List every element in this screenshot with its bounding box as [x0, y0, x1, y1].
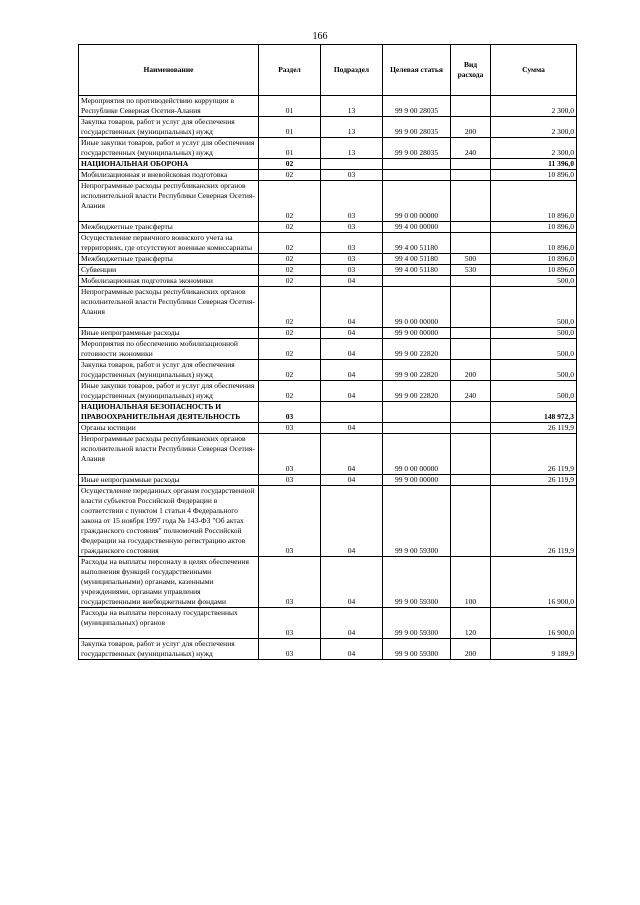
- page-number: 166: [312, 31, 328, 42]
- cell-target: [383, 159, 451, 170]
- cell-razdel: 03: [259, 434, 321, 475]
- cell-sum: 500,0: [491, 276, 577, 287]
- cell-target: 99 9 00 28035: [383, 96, 451, 117]
- cell-razdel: 02: [259, 265, 321, 276]
- cell-name: Закупка товаров, работ и услуг для обеспечения государственных (муниципальных) нужд: [79, 117, 259, 138]
- cell-expense: [451, 222, 491, 233]
- cell-expense: [451, 233, 491, 254]
- cell-podrazdel: 04: [321, 381, 383, 402]
- cell-name: Осуществление переданных органам государственной власти субъектов Российской Федерации в соответствии с пунктом 1 статьи 4 Федерального закона от 15 ноября 1997 года № 143-ФЗ "Об актах гражданского состояния" полномочий Российской Федерации на государственную регистрацию актов гражданского состояния: [79, 486, 259, 557]
- cell-target: [383, 276, 451, 287]
- cell-name: Непрограммные расходы республиканских органов исполнительной власти Республики Северная Осетия-Алания: [79, 181, 259, 222]
- cell-name: Мероприятия по противодействию коррупции в Республике Северная Осетия-Алания: [79, 96, 259, 117]
- cell-podrazdel: 03: [321, 181, 383, 222]
- table-row: [79, 233, 577, 254]
- cell-target: 99 9 00 22820: [383, 381, 451, 402]
- header-razdel: Раздел: [259, 45, 321, 96]
- table-row: [79, 381, 577, 402]
- cell-podrazdel: 03: [321, 254, 383, 265]
- cell-expense: 200: [451, 360, 491, 381]
- cell-razdel: 02: [259, 339, 321, 360]
- cell-podrazdel: 04: [321, 608, 383, 639]
- cell-name: Закупка товаров, работ и услуг для обеспечения государственных (муниципальных) нужд: [79, 639, 259, 660]
- cell-expense: [451, 402, 491, 423]
- table-row: [79, 159, 577, 170]
- cell-target: 99 4 00 51180: [383, 233, 451, 254]
- table-row: [79, 328, 577, 339]
- cell-razdel: 02: [259, 222, 321, 233]
- cell-expense: [451, 181, 491, 222]
- table-row: [79, 557, 577, 608]
- cell-expense: [451, 96, 491, 117]
- cell-target: [383, 423, 451, 434]
- cell-expense: [451, 423, 491, 434]
- table-row: [79, 287, 577, 328]
- cell-podrazdel: 03: [321, 222, 383, 233]
- cell-podrazdel: [321, 159, 383, 170]
- cell-podrazdel: 03: [321, 233, 383, 254]
- table-row: [79, 423, 577, 434]
- cell-sum: 500,0: [491, 360, 577, 381]
- cell-razdel: 02: [259, 381, 321, 402]
- cell-target: 99 4 00 51180: [383, 265, 451, 276]
- cell-target: 99 4 00 51180: [383, 254, 451, 265]
- cell-sum: 10 896,0: [491, 233, 577, 254]
- cell-sum: 500,0: [491, 381, 577, 402]
- cell-name: Непрограммные расходы республиканских органов исполнительной власти Республики Северная Осетия-Алания: [79, 434, 259, 475]
- cell-razdel: 02: [259, 360, 321, 381]
- cell-expense: [451, 434, 491, 475]
- cell-razdel: 02: [259, 328, 321, 339]
- cell-name: Осуществление первичного воинского учета на территориях, где отсутствуют военные комиссариаты: [79, 233, 259, 254]
- cell-podrazdel: 04: [321, 276, 383, 287]
- cell-name: НАЦИОНАЛЬНАЯ ОБОРОНА: [79, 159, 259, 170]
- cell-expense: 100: [451, 557, 491, 608]
- cell-razdel: 03: [259, 608, 321, 639]
- cell-sum: 2 300,0: [491, 138, 577, 159]
- cell-podrazdel: 03: [321, 170, 383, 181]
- cell-razdel: 01: [259, 138, 321, 159]
- table-row: [79, 138, 577, 159]
- cell-sum: 10 896,0: [491, 265, 577, 276]
- table-row: [79, 360, 577, 381]
- cell-expense: [451, 287, 491, 328]
- table-row: [79, 639, 577, 660]
- table-row: [79, 434, 577, 475]
- cell-razdel: 03: [259, 486, 321, 557]
- cell-sum: 26 119,9: [491, 434, 577, 475]
- cell-name: Иные закупки товаров, работ и услуг для обеспечения государственных (муниципальных) нужд: [79, 381, 259, 402]
- table-row: [79, 339, 577, 360]
- cell-razdel: 03: [259, 423, 321, 434]
- cell-razdel: 03: [259, 475, 321, 486]
- cell-target: 99 9 00 59300: [383, 639, 451, 660]
- cell-target: 99 9 00 22820: [383, 339, 451, 360]
- cell-podrazdel: 04: [321, 639, 383, 660]
- cell-sum: 148 972,3: [491, 402, 577, 423]
- cell-razdel: 02: [259, 159, 321, 170]
- table-row: [79, 402, 577, 423]
- cell-podrazdel: 03: [321, 265, 383, 276]
- cell-expense: [451, 276, 491, 287]
- cell-podrazdel: 13: [321, 117, 383, 138]
- cell-podrazdel: 04: [321, 360, 383, 381]
- cell-name: Органы юстиции: [79, 423, 259, 434]
- header-name: Наименование: [79, 45, 259, 96]
- cell-target: 99 9 00 59300: [383, 486, 451, 557]
- header-sum: Сумма: [491, 45, 577, 96]
- cell-sum: 2 300,0: [491, 117, 577, 138]
- cell-name: Расходы на выплаты персоналу в целях обеспечения выполнения функций государственными (муниципальными) органами, казенными учреждениями, органами управления государственными внебюджетными фондами: [79, 557, 259, 608]
- table-row: [79, 254, 577, 265]
- cell-razdel: 02: [259, 254, 321, 265]
- cell-expense: [451, 486, 491, 557]
- header-expense: Вид расхода: [451, 45, 491, 96]
- header-podrazdel: Подраздел: [321, 45, 383, 96]
- cell-razdel: 03: [259, 639, 321, 660]
- cell-name: Субвенции: [79, 265, 259, 276]
- cell-sum: 26 119,9: [491, 486, 577, 557]
- cell-sum: 10 896,0: [491, 254, 577, 265]
- cell-razdel: 02: [259, 287, 321, 328]
- table-row: [79, 96, 577, 117]
- cell-razdel: 02: [259, 233, 321, 254]
- cell-podrazdel: 04: [321, 328, 383, 339]
- cell-sum: 10 896,0: [491, 181, 577, 222]
- header-target: Целевая статья: [383, 45, 451, 96]
- cell-sum: 26 119,9: [491, 475, 577, 486]
- cell-name: Непрограммные расходы республиканских органов исполнительной власти Республики Северная Осетия-Алания: [79, 287, 259, 328]
- cell-razdel: 01: [259, 117, 321, 138]
- cell-sum: 16 900,0: [491, 608, 577, 639]
- cell-podrazdel: 13: [321, 138, 383, 159]
- cell-podrazdel: 04: [321, 557, 383, 608]
- cell-razdel: 02: [259, 181, 321, 222]
- cell-target: 99 0 00 00000: [383, 287, 451, 328]
- cell-expense: 240: [451, 138, 491, 159]
- cell-expense: 530: [451, 265, 491, 276]
- cell-sum: 500,0: [491, 339, 577, 360]
- cell-expense: 500: [451, 254, 491, 265]
- cell-target: 99 9 00 28035: [383, 138, 451, 159]
- cell-razdel: 02: [259, 276, 321, 287]
- cell-target: 99 0 00 00000: [383, 181, 451, 222]
- cell-name: Расходы на выплаты персоналу государственных (муниципальных) органов: [79, 608, 259, 639]
- cell-name: Межбюджетные трансферты: [79, 222, 259, 233]
- cell-podrazdel: 04: [321, 423, 383, 434]
- cell-razdel: 01: [259, 96, 321, 117]
- cell-target: 99 9 00 22820: [383, 360, 451, 381]
- cell-name: Иные непрограммные расходы: [79, 328, 259, 339]
- cell-sum: 500,0: [491, 287, 577, 328]
- cell-podrazdel: 04: [321, 475, 383, 486]
- table-row: [79, 117, 577, 138]
- table-body: [79, 96, 577, 660]
- cell-name: Мероприятия по обеспечению мобилизационной готовности экономики: [79, 339, 259, 360]
- cell-podrazdel: 04: [321, 434, 383, 475]
- cell-sum: 500,0: [491, 328, 577, 339]
- cell-target: 99 4 00 00000: [383, 222, 451, 233]
- cell-name: Иные закупки товаров, работ и услуг для обеспечения государственных (муниципальных) нужд: [79, 138, 259, 159]
- cell-sum: 2 300,0: [491, 96, 577, 117]
- cell-name: Мобилизационная и вневойсковая подготовка: [79, 170, 259, 181]
- cell-sum: 10 896,0: [491, 170, 577, 181]
- cell-sum: 26 119,9: [491, 423, 577, 434]
- cell-expense: [451, 475, 491, 486]
- cell-sum: 9 189,9: [491, 639, 577, 660]
- cell-expense: 240: [451, 381, 491, 402]
- cell-expense: [451, 328, 491, 339]
- cell-sum: 16 900,0: [491, 557, 577, 608]
- cell-expense: 200: [451, 639, 491, 660]
- cell-razdel: 03: [259, 557, 321, 608]
- cell-target: [383, 170, 451, 181]
- cell-target: 99 0 00 00000: [383, 434, 451, 475]
- table-row: [79, 486, 577, 557]
- cell-expense: [451, 170, 491, 181]
- cell-name: Закупка товаров, работ и услуг для обеспечения государственных (муниципальных) нужд: [79, 360, 259, 381]
- table-row: [79, 276, 577, 287]
- cell-podrazdel: 04: [321, 486, 383, 557]
- cell-expense: 120: [451, 608, 491, 639]
- cell-target: 99 9 00 00000: [383, 328, 451, 339]
- table-row: [79, 608, 577, 639]
- cell-podrazdel: 04: [321, 339, 383, 360]
- cell-sum: 11 396,0: [491, 159, 577, 170]
- table-row: [79, 181, 577, 222]
- cell-name: Иные непрограммные расходы: [79, 475, 259, 486]
- table-row: [79, 222, 577, 233]
- cell-podrazdel: 13: [321, 96, 383, 117]
- cell-sum: 10 896,0: [491, 222, 577, 233]
- table-header-row: [79, 45, 577, 96]
- cell-podrazdel: 04: [321, 287, 383, 328]
- table-row: [79, 475, 577, 486]
- cell-target: 99 9 00 59300: [383, 608, 451, 639]
- table-row: [79, 265, 577, 276]
- cell-target: 99 9 00 59300: [383, 557, 451, 608]
- table-row: [79, 170, 577, 181]
- cell-name: НАЦИОНАЛЬНАЯ БЕЗОПАСНОСТЬ И ПРАВООХРАНИТЕЛЬНАЯ ДЕЯТЕЛЬНОСТЬ: [79, 402, 259, 423]
- cell-expense: [451, 159, 491, 170]
- cell-expense: [451, 339, 491, 360]
- cell-podrazdel: [321, 402, 383, 423]
- cell-name: Межбюджетные трансферты: [79, 254, 259, 265]
- cell-expense: 200: [451, 117, 491, 138]
- cell-target: 99 9 00 28035: [383, 117, 451, 138]
- cell-target: [383, 402, 451, 423]
- cell-razdel: 03: [259, 402, 321, 423]
- cell-name: Мобилизационная подготовка экономики: [79, 276, 259, 287]
- budget-table: [78, 44, 577, 660]
- cell-razdel: 02: [259, 170, 321, 181]
- cell-target: 99 9 00 00000: [383, 475, 451, 486]
